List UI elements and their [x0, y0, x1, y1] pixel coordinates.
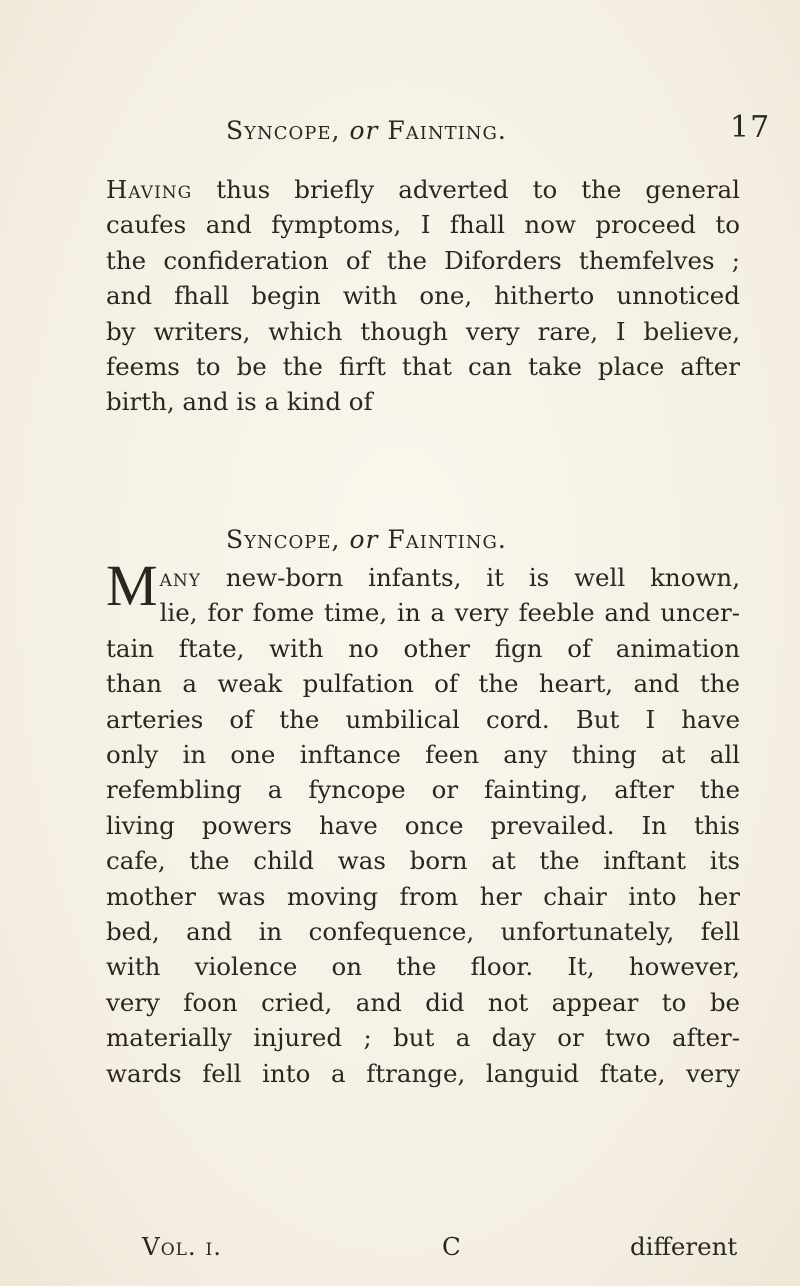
drop-cap: M	[106, 553, 158, 618]
paragraph-line: mother was moving from her chair into her	[106, 881, 740, 911]
paragraph-line: lie, for fome time, in a very feeble and uncer-	[159, 598, 740, 628]
line-text: thus briefly adverted to the general	[216, 175, 740, 204]
paragraph-line: arteries of the umbilical cord. But I have	[106, 704, 740, 734]
section-heading	[226, 525, 507, 554]
paragraph-line: very foon cried, and did not appear to be	[106, 987, 740, 1017]
paragraph-line: wards fell into a ftrange, languid ftate, very	[106, 1058, 740, 1088]
paragraph-lead-word: any	[159, 563, 201, 592]
paragraph-main	[106, 553, 741, 1091]
paragraph-line: tain ftate, with no other fign of animation	[106, 633, 740, 663]
paragraph-line: caufes and fymptoms, I fhall now proceed to	[106, 210, 740, 240]
running-title-or: or	[349, 116, 379, 145]
paragraph-line: birth, and is a kind of	[106, 387, 373, 417]
paragraph-line: feems to be the firft that can take place after	[106, 352, 740, 382]
paragraph-line: only in one inftance feen any thing at all	[106, 740, 740, 770]
paragraph-line	[106, 172, 740, 207]
paragraph-line: with violence on the floor. It, however,	[106, 952, 740, 982]
volume-label: Vol. i.	[142, 1232, 222, 1261]
running-header	[226, 110, 771, 145]
paragraph-line: than a weak pulfation of the heart, and the	[106, 669, 740, 699]
line-text: new-born infants, it is well known,	[225, 563, 741, 592]
page-number: 17	[730, 110, 771, 145]
section-heading-part-a: Syncope,	[226, 525, 341, 554]
paragraph-line: living powers have once prevailed. In this	[106, 810, 740, 840]
running-title-part-a: Syncope,	[226, 116, 341, 145]
paragraph-line: bed, and in confequence, unfortunately, fell	[106, 917, 740, 947]
paragraph-line: materially injured ; but a day or two after-	[106, 1023, 740, 1053]
paragraph-line: and fhall begin with one, hitherto unnoticed	[106, 281, 740, 311]
section-heading-part-b: Fainting.	[387, 525, 507, 554]
paragraph-lead-word: Having	[106, 175, 193, 204]
paragraph-line: the confideration of the Diforders themfelves ;	[106, 245, 740, 275]
signature-mark: C	[442, 1232, 461, 1261]
section-heading-or: or	[349, 525, 379, 554]
running-title-part-b: Fainting.	[387, 116, 507, 145]
catchword: different	[630, 1232, 738, 1261]
paragraph-line: refembling a fyncope or fainting, after the	[106, 775, 740, 805]
paragraph-line: by writers, which though very rare, I believe,	[106, 316, 740, 346]
paragraph-intro	[106, 172, 740, 420]
paragraph-line: cafe, the child was born at the inftant its	[106, 846, 740, 876]
